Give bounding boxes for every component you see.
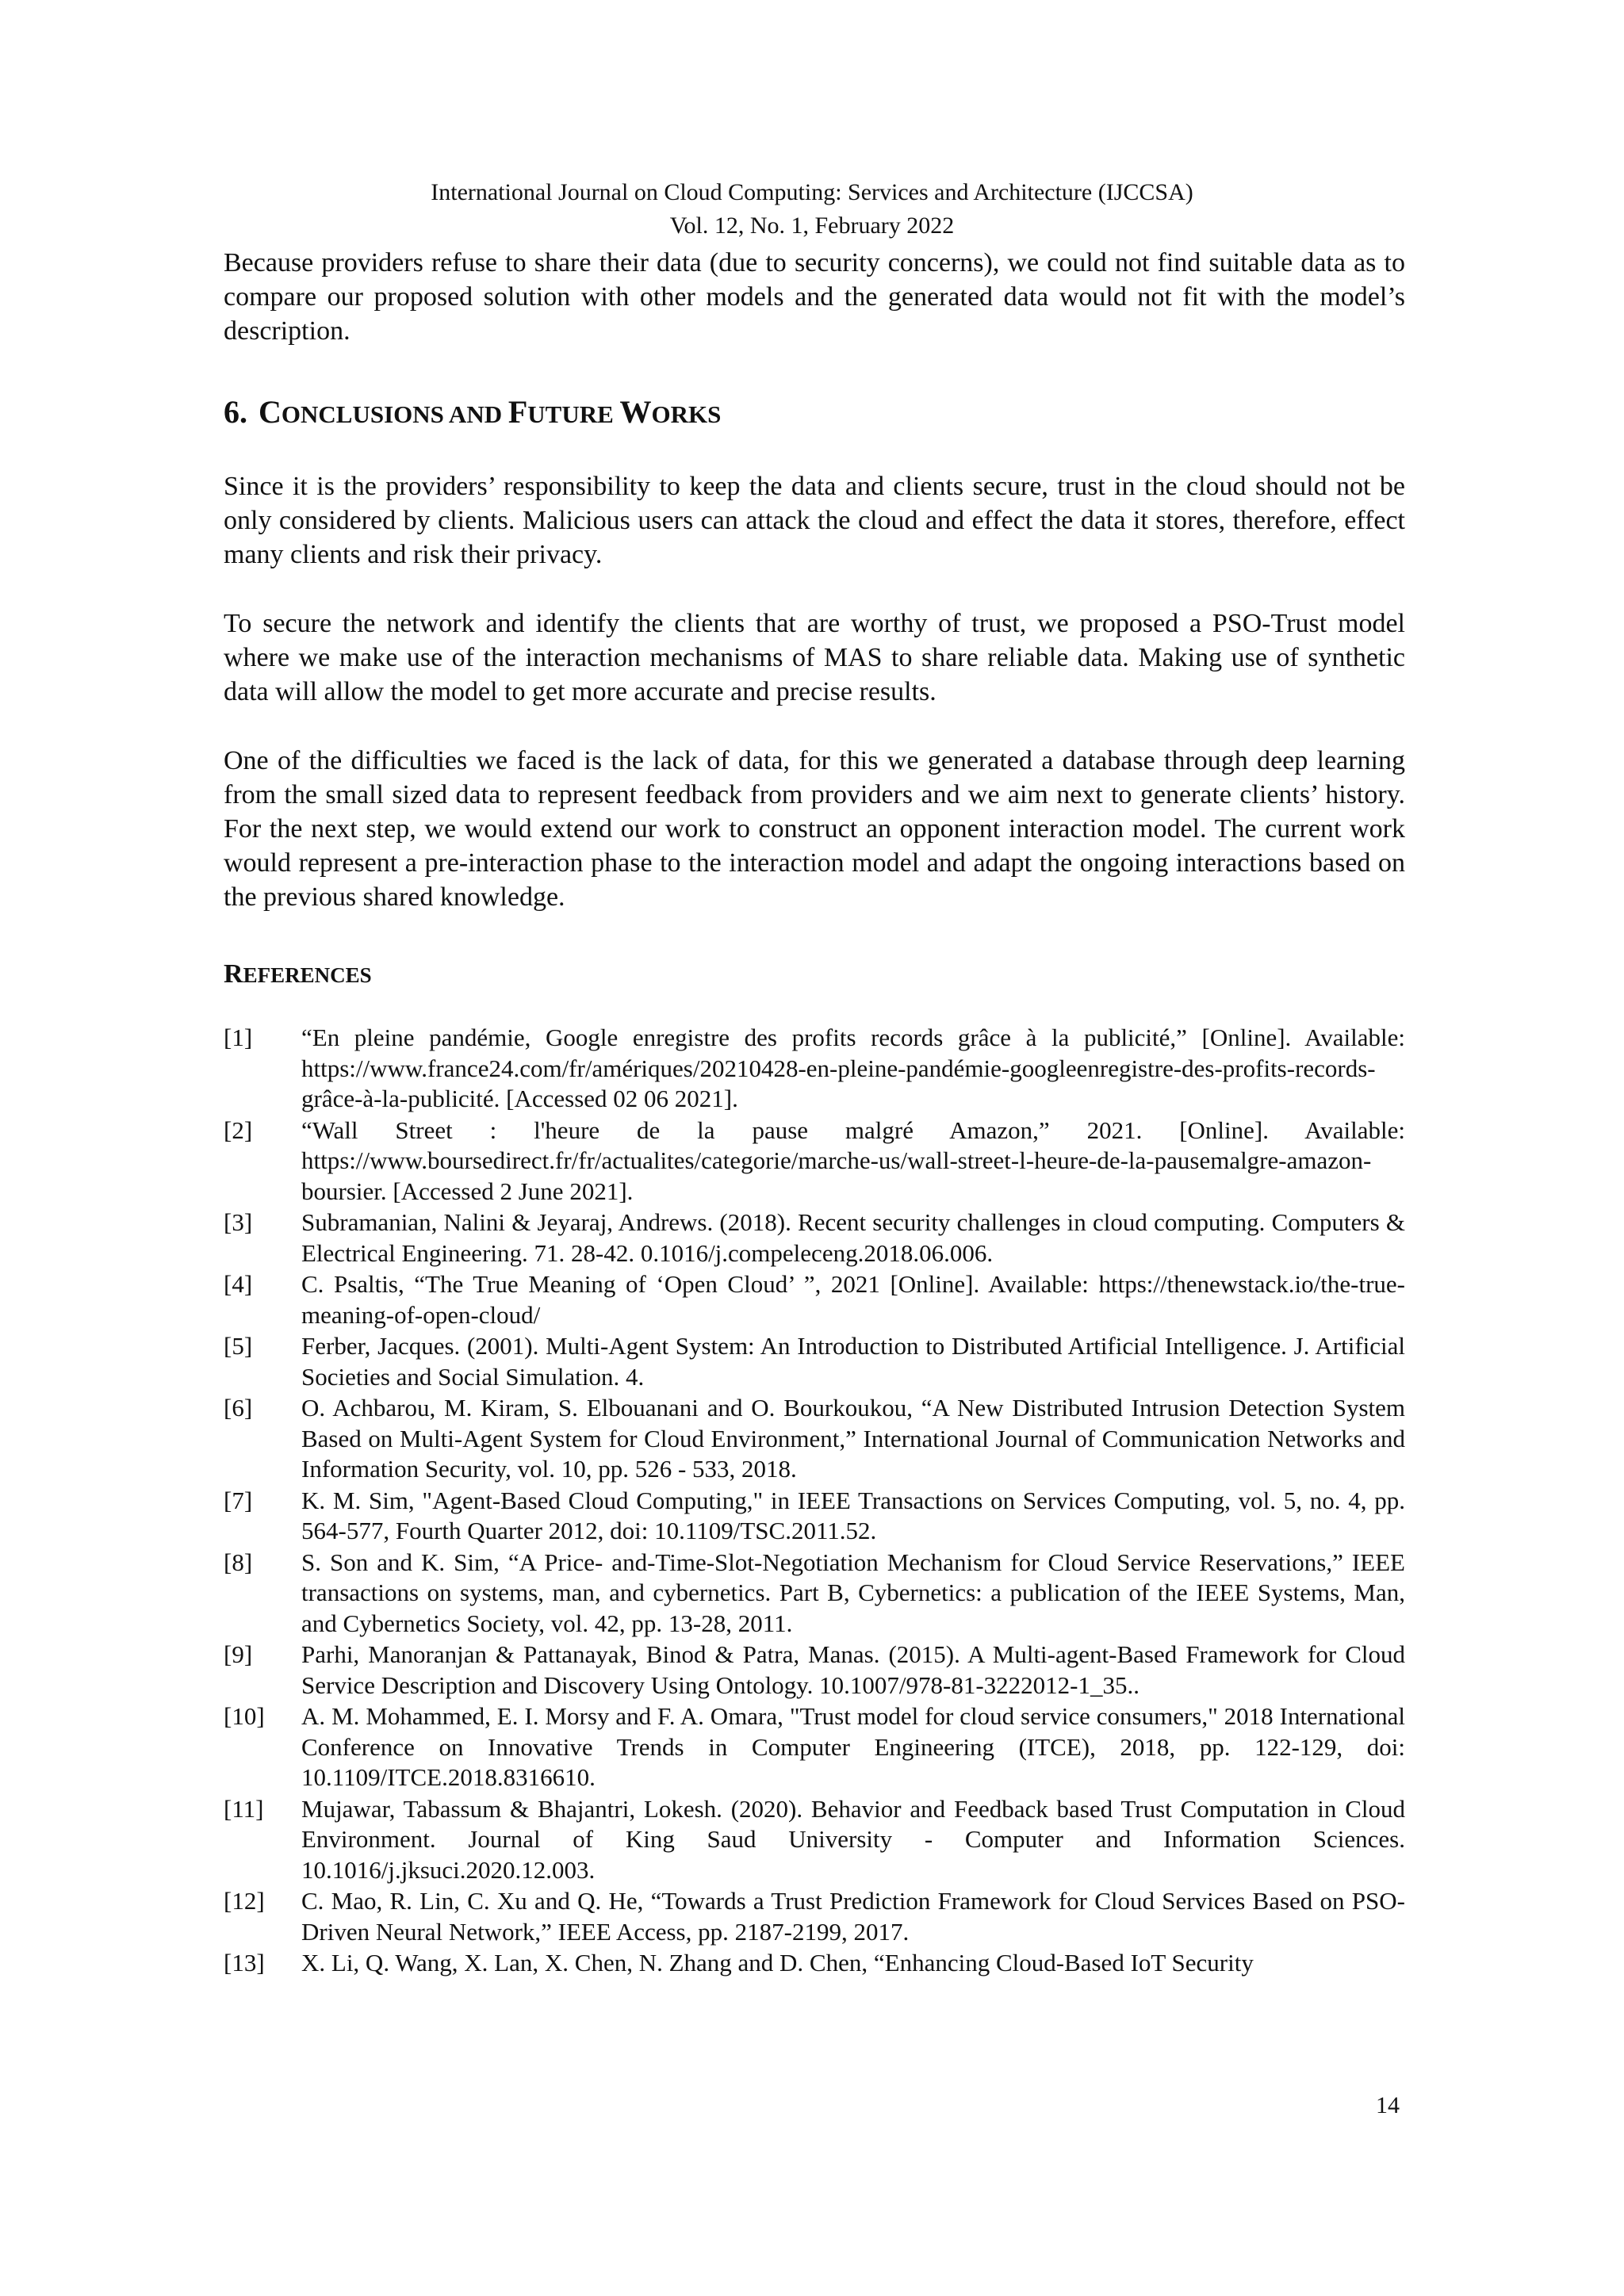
references-list [224, 1023, 1405, 1979]
references-heading: REFERENCES [224, 959, 372, 989]
reference-text: Ferber, Jacques. (2001). Multi-Agent System: An Introduction to Distributed Artificial Intelligence. J. Artificial Societies and Social Simulation. 4. [301, 1332, 1405, 1391]
reference-number: [9] [224, 1640, 253, 1668]
reference-number: [6] [224, 1394, 253, 1422]
conclusion-paragraph-1: Since it is the providers’ responsibility to keep the data and clients secure, trust in the cloud should not be only considered by clients. Malicious users can attack the cloud and effect the data it stores, therefore, effect many clients and risk their privacy. [224, 472, 1405, 569]
reference-text: “Wall Street : l'heure de la pause malgré Amazon,” 2021. [Online]. Available: https://www.boursedirect.fr/fr/actualites/categorie/marche-us/wall-street-l-heure-de-la-pausemalgre-amazon-boursier. [Accessed 2 June 2021]. [301, 1115, 1405, 1205]
conclusion-paragraph-3: One of the difficulties we faced is the lack of data, for this we generated a database through deep learning from the small sized data to represent feedback from providers and we aim next to generate clients’ history. For the next step, we would extend our work to construct an opponent interaction model. The current work would represent a pre-interaction phase to the interaction model and adapt the ongoing interactions based on the previous shared knowledge. [224, 746, 1405, 912]
journal-title: International Journal on Cloud Computing: Services and Architecture (IJCCSA) [431, 179, 1193, 205]
reference-item [224, 1548, 1405, 1640]
reference-number: [11] [224, 1794, 264, 1823]
section-number: 6. [224, 394, 247, 430]
reference-number: [2] [224, 1115, 253, 1144]
journal-volume: Vol. 12, No. 1, February 2022 [669, 212, 955, 239]
reference-number: [1] [224, 1024, 253, 1051]
reference-text: Parhi, Manoranjan & Pattanayak, Binod & Patra, Manas. (2015). A Multi-agent-Based Framework for Cloud Service Description and Discovery Using Ontology. 10.1007/978-81-3222012-1_35.. [301, 1640, 1405, 1699]
reference-item [224, 1640, 1405, 1701]
reference-number: [7] [224, 1486, 253, 1514]
reference-number: [3] [224, 1208, 253, 1236]
reference-item [224, 1207, 1405, 1269]
reference-text: K. M. Sim, "Agent-Based Cloud Computing," in IEEE Transactions on Services Computing, vol. 5, no. 4, pp. 564-577, Fourth Quarter 2012, doi: 10.1109/TSC.2011.52. [301, 1486, 1405, 1544]
reference-item [224, 1486, 1405, 1547]
conclusion-paragraph-2: To secure the network and identify the clients that are worthy of trust, we proposed a PSO-Trust model where we make use of the interaction mechanisms of MAS to share reliable data. Making use of synthetic data will allow the model to get more accurate and precise results. [224, 609, 1405, 706]
reference-item [224, 1393, 1405, 1485]
section-title: CONCLUSIONS AND FUTURE WORKS [259, 394, 722, 430]
reference-item [224, 1115, 1405, 1207]
reference-number: [5] [224, 1332, 253, 1360]
reference-text: C. Mao, R. Lin, C. Xu and Q. He, “Towards a Trust Prediction Framework for Cloud Services Based on PSO-Driven Neural Network,” IEEE Access, pp. 2187-2199, 2017. [301, 1887, 1405, 1946]
reference-number: [12] [224, 1887, 265, 1915]
reference-text: S. Son and K. Sim, “A Price- and-Time-Slot-Negotiation Mechanism for Cloud Service Reservations,” IEEE transactions on systems, man, and cybernetics. Part B, Cybernetics: a publication of the IEEE Systems, Man, and Cybernetics Society, vol. 42, pp. 13-28, 2011. [301, 1548, 1405, 1637]
section-heading [224, 394, 1405, 433]
reference-item [224, 1794, 1405, 1886]
reference-text: C. Psaltis, “The True Meaning of ‘Open Cloud’ ”, 2021 [Online]. Available: https://thenewstack.io/the-true-meaning-of-open-cloud/ [301, 1270, 1405, 1329]
reference-number: [10] [224, 1702, 265, 1730]
reference-item [224, 1269, 1405, 1330]
reference-item [224, 1886, 1405, 1947]
reference-number: [13] [224, 1949, 265, 1976]
reference-item [224, 1948, 1405, 1979]
reference-item [224, 1331, 1405, 1392]
reference-text: Mujawar, Tabassum & Bhajantri, Lokesh. (2020). Behavior and Feedback based Trust Computation in Cloud Environment. Journal of King Saud University - Computer and Information Sciences. 10.1016/j.jksuci.2020.12.003. [301, 1794, 1405, 1884]
page-content [224, 246, 1405, 1980]
reference-number: [8] [224, 1548, 253, 1576]
reference-text: O. Achbarou, M. Kiram, S. Elbouanani and O. Bourkoukou, “A New Distributed Intrusion Detection System Based on Multi-Agent System for Cloud Environment,” International Journal of Communication Networks and Information Security, vol. 10, pp. 526 - 533, 2018. [301, 1394, 1405, 1483]
reference-text: “En pleine pandémie, Google enregistre des profits records grâce à la publicité,” [Online]. Available: https://www.france24.com/fr/amériques/20210428-en-pleine-pandémie-googleenregistre-des-profits-records-grâce-à-la-publicité. [Accessed 02 06 2021]. [301, 1024, 1405, 1112]
page-number: 14 [1376, 2092, 1400, 2118]
intro-paragraph: Because providers refuse to share their data (due to security concerns), we could not find suitable data as to compare our proposed solution with other models and the generated data would not fit with the model’s description. [224, 248, 1405, 346]
running-header [0, 176, 1624, 243]
reference-number: [4] [224, 1270, 253, 1298]
reference-text: Subramanian, Nalini & Jeyaraj, Andrews. (2018). Recent security challenges in cloud computing. Computers & Electrical Engineering. 71. 28-42. 0.1016/j.compeleceng.2018.06.006. [301, 1208, 1405, 1267]
reference-item [224, 1701, 1405, 1793]
reference-text: A. M. Mohammed, E. I. Morsy and F. A. Omara, "Trust model for cloud service consumers," 2018 International Conference on Innovative Trends in Computer Engineering (ITCE), 2018, pp. 122-129, doi: 10.1109/ITCE.2018.8316610. [301, 1702, 1405, 1791]
reference-text: X. Li, Q. Wang, X. Lan, X. Chen, N. Zhang and D. Chen, “Enhancing Cloud-Based IoT Security [301, 1949, 1254, 1976]
reference-item [224, 1023, 1405, 1115]
